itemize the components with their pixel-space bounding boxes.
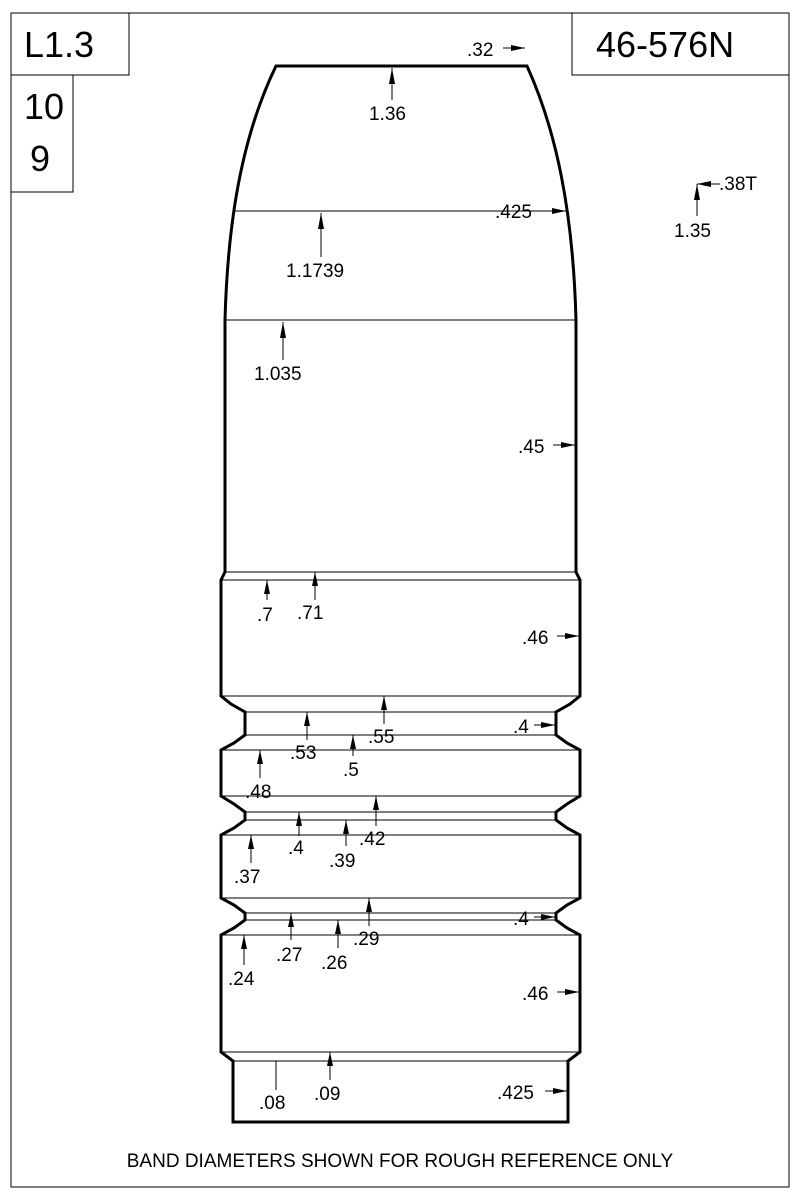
label-band2-mid: .5 (343, 760, 359, 781)
dimension-labels (228, 40, 757, 1114)
label-band1-diameter: .46 (522, 628, 549, 649)
bullet-outline (221, 66, 580, 1122)
arrow-groove1-diameter (534, 722, 555, 728)
arrow-body-length (280, 322, 286, 360)
part-number: 46-576N (596, 24, 735, 65)
label-ogive-length: 1.1739 (286, 261, 345, 282)
drawing-frame (11, 13, 789, 1187)
label-nose-radius: 1.35 (674, 221, 711, 242)
arrow-nose-radius (694, 184, 700, 216)
label-base-diameter: .425 (497, 1083, 534, 1104)
label-band1-lower: .71 (297, 603, 324, 624)
arrow-band1-lower (312, 572, 318, 600)
label-base-left: .08 (259, 1093, 286, 1114)
label-groove3-lower: .29 (353, 929, 380, 950)
label-nose-length: 1.36 (369, 104, 406, 125)
label-groove3-diameter: .4 (513, 909, 529, 930)
arrow-groove3-mid (335, 920, 341, 948)
label-groove3-upper: .27 (276, 945, 303, 966)
label-groove1-upper: .53 (290, 743, 317, 764)
footer-note: BAND DIAMETERS SHOWN FOR ROUGH REFERENCE ONLY (126, 1151, 674, 1172)
arrow-ogive-length (318, 213, 324, 257)
label-band4-diameter: .46 (522, 984, 549, 1005)
arrow-band2-mid (350, 735, 356, 756)
label-groove3-mid: .26 (321, 953, 348, 974)
number-line-2: 9 (30, 138, 51, 179)
leader-arrows (241, 68, 700, 1090)
arrow-base-diameter (545, 1088, 567, 1094)
label-band1-upper: .7 (257, 605, 273, 626)
label-meplat: .32 (467, 40, 494, 61)
label-groove1-lower: .55 (368, 727, 395, 748)
arrow-nose-radius-t (697, 181, 720, 187)
arrow-band4-diameter (557, 989, 579, 995)
arrow-band1-upper (264, 580, 270, 600)
diameter-arrows (503, 45, 720, 1094)
arrow-groove3-diameter (534, 914, 555, 920)
arrow-groove2-upper (296, 812, 302, 836)
arrow-ogive-diameter (545, 208, 566, 214)
arrow-band2-lower (257, 750, 263, 778)
arrow-band3-lower (248, 835, 254, 863)
arrow-groove3-lower (366, 898, 372, 926)
arrow-body-diameter (553, 442, 575, 448)
length-code: L1.3 (24, 24, 95, 65)
label-band4-lower: .24 (228, 969, 255, 990)
label-nose-radius-t: .38T (719, 174, 758, 195)
label-groove2-upper: .4 (288, 838, 304, 859)
arrow-groove2-lower (373, 796, 379, 826)
arrow-meplat (503, 45, 525, 51)
label-groove1-diameter: .4 (513, 717, 529, 738)
label-band2-lower: .48 (245, 782, 272, 803)
arrow-groove3-upper (288, 913, 294, 940)
arrow-band4-lower (241, 935, 247, 965)
label-body-length: 1.035 (254, 364, 302, 385)
label-groove2-lower: .42 (359, 829, 386, 850)
arrow-groove1-upper (304, 712, 310, 740)
number-line-1: 10 (24, 86, 65, 127)
arrow-band1-diameter (557, 633, 579, 639)
label-band3-lower: .37 (234, 867, 261, 888)
arrow-base-right (327, 1052, 333, 1080)
arrow-groove2-mid (343, 820, 349, 846)
arrow-groove1-lower (381, 696, 387, 724)
label-body-diameter: .45 (518, 437, 545, 458)
label-base-right: .09 (314, 1084, 341, 1105)
label-groove2-mid: .39 (329, 851, 356, 872)
arrow-nose-length (389, 68, 395, 100)
label-ogive-diameter: .425 (495, 202, 532, 223)
